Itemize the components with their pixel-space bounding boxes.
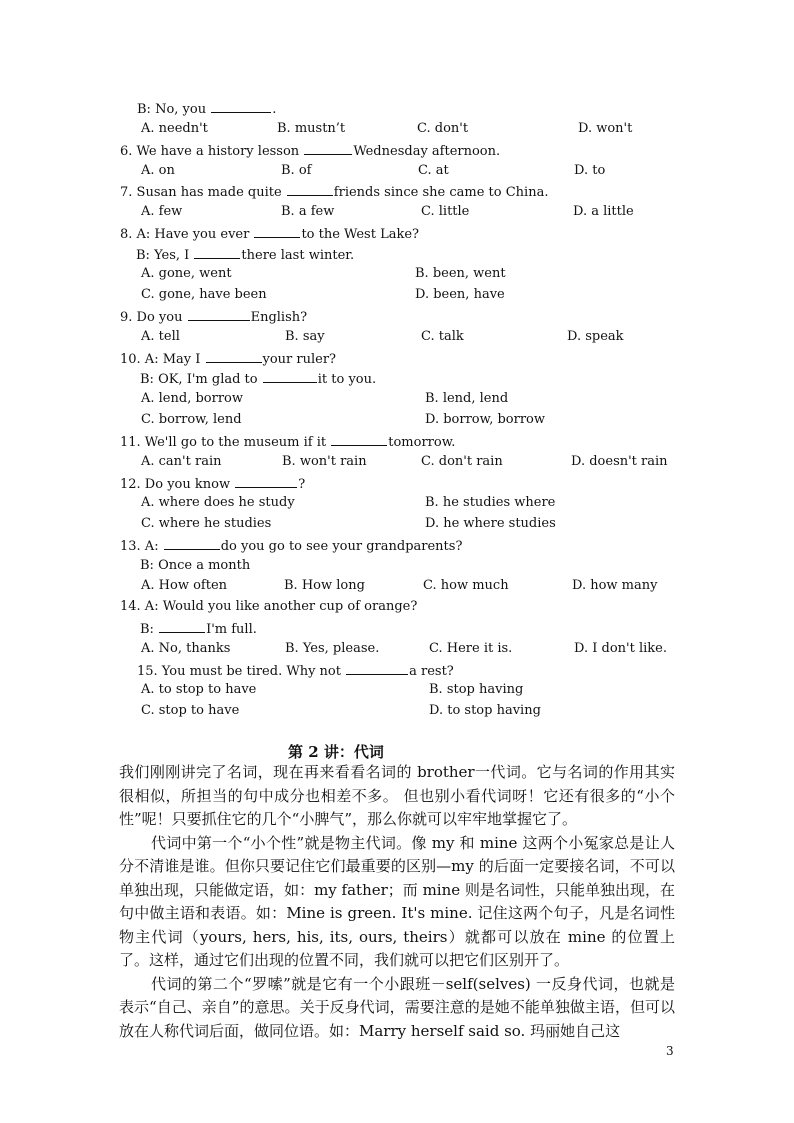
q5-b-line — [137, 100, 276, 118]
q8-option-d: D. been, have — [415, 287, 505, 302]
q14-option-b: B. Yes, please. — [285, 641, 380, 656]
q6-stem — [120, 142, 500, 160]
q8-b-text-end: there last winter. — [241, 248, 355, 263]
answer-blank[interactable] — [331, 433, 387, 446]
answer-blank[interactable] — [304, 142, 352, 155]
q10-option-c: C. borrow, lend — [141, 412, 242, 427]
q12-text: 12. Do you know — [120, 477, 235, 492]
q6-option-b: B. of — [281, 163, 312, 178]
q12-option-c: C. where he studies — [141, 516, 272, 531]
q15-text-end: a rest? — [409, 664, 454, 679]
answer-blank[interactable] — [164, 537, 220, 550]
q14-b-text: B: — [140, 622, 159, 637]
paragraph-1: 我们刚刚讲完了名词，现在再来看看名词的 brother一代词。它与名词的作用其实很相似，所担当的句中成分也相差不多。 但也别小看代词呀！它还有很多的“小个性”呢！只要抓住它的几个“小脾气”，那么你就可以牢牢地掌握它了。 — [119, 763, 675, 828]
q14-stem-a: 14. A: Would you like another cup of orange? — [120, 599, 418, 614]
q13-text-end: do you go to see your grandparents? — [220, 539, 463, 554]
q8-text-end: to the West Lake? — [301, 227, 420, 242]
q13-option-a: A. How often — [141, 578, 228, 593]
lesson-body — [119, 761, 675, 1043]
q11-text: 11. We'll go to the museum if it — [120, 435, 331, 450]
paragraph-2: 代词中第一个“小个性”就是物主代词。像 my 和 mine 这两个小冤家总是让人分不清谁是谁。但你只要记住它们最重要的区别—my 的后面一定要接名词，不可以单独出现，只能做定语，如：my father；而 mine 则是名词性，只能单独出现，在句中做主语和表语。如：Mine is green. It's mine. 记住这两个句子，凡是名词性物主代词（yours, hers, his, its, ours, theirs）就都可以放在 mine 的位置上了。这样，通过它们出现的位置不同，我们就可以把它们区别开了。 — [119, 833, 675, 969]
answer-blank[interactable] — [206, 350, 262, 363]
q9-option-d: D. speak — [567, 329, 624, 344]
q13-stem-a — [120, 537, 462, 555]
q5-option-c: C. don't — [417, 121, 469, 136]
q12-text-end: ? — [298, 477, 306, 492]
q11-text-end: tomorrow. — [388, 435, 456, 450]
page-number: 3 — [666, 1044, 674, 1058]
q5-option-d: D. won't — [578, 121, 633, 136]
q9-stem — [120, 308, 307, 326]
answer-blank[interactable] — [194, 246, 240, 259]
q15-option-b: B. stop having — [429, 682, 524, 697]
q7-stem — [120, 183, 548, 201]
answer-blank[interactable] — [346, 662, 408, 675]
q10-b-text: B: OK, I'm glad to — [140, 372, 262, 387]
q5-option-b: B. mustn’t — [277, 121, 346, 136]
q11-option-a: A. can't rain — [141, 454, 222, 469]
q7-option-a: A. few — [141, 204, 183, 219]
q8-option-c: C. gone, have been — [141, 287, 267, 302]
q7-text: 7. Susan has made quite — [120, 185, 286, 200]
q7-option-d: D. a little — [573, 204, 634, 219]
q8-b-text: B: Yes, I — [136, 248, 194, 263]
q9-text: 9. Do you — [120, 310, 187, 325]
q9-option-c: C. talk — [421, 329, 464, 344]
answer-blank[interactable] — [287, 183, 333, 196]
q5-option-a: A. needn't — [141, 121, 208, 136]
q6-option-a: A. on — [141, 163, 175, 178]
q11-option-c: C. don't rain — [421, 454, 503, 469]
q10-option-d: D. borrow, borrow — [425, 412, 546, 427]
lesson-title: 第 2 讲：代词 — [288, 743, 384, 761]
q8-option-b: B. been, went — [415, 266, 506, 281]
q8-stem-a — [120, 225, 419, 243]
q10-option-b: B. lend, lend — [425, 391, 509, 406]
q14-b-text-end: I'm full. — [206, 622, 257, 637]
answer-blank[interactable] — [263, 370, 317, 383]
answer-blank[interactable] — [254, 225, 300, 238]
q14-option-d: D. I don't like. — [574, 641, 667, 656]
q13-option-b: B. How long — [284, 578, 365, 593]
q11-option-d: D. doesn't rain — [571, 454, 668, 469]
paragraph-3: 代词的第二个“罗嗦”就是它有一个小跟班－self(selves) 一反身代词，也就是表示“自己、亲自”的意思。关于反身代词，需要注意的是她不能单独做主语，但可以放在人称代词后面，做同位语。如：Marry herself said so. 玛丽她自己这 — [119, 974, 675, 1040]
q13-stem-b: B: Once a month — [140, 558, 251, 573]
q9-option-b: B. say — [285, 329, 325, 344]
answer-blank[interactable] — [159, 620, 205, 633]
q15-text: 15. You must be tired. Why not — [137, 664, 346, 679]
q10-stem-b — [140, 370, 376, 388]
q15-option-d: D. to stop having — [429, 703, 541, 718]
q14-option-a: A. No, thanks — [141, 641, 231, 656]
q11-stem — [120, 433, 455, 451]
q6-option-c: C. at — [418, 163, 449, 178]
q6-option-d: D. to — [574, 163, 606, 178]
q15-option-a: A. to stop to have — [141, 682, 257, 697]
q12-stem — [120, 475, 305, 493]
answer-blank[interactable] — [211, 100, 271, 113]
q10-stem-a — [120, 350, 336, 368]
q7-text-end: friends since she came to China. — [333, 185, 549, 200]
q7-option-c: C. little — [421, 204, 470, 219]
q13-option-c: C. how much — [423, 578, 509, 593]
q9-text-end: English? — [250, 310, 308, 325]
q12-option-a: A. where does he study — [141, 495, 295, 510]
q13-option-d: D. how many — [572, 578, 658, 593]
q15-stem — [137, 662, 454, 680]
q8-text: 8. A: Have you ever — [120, 227, 254, 242]
q8-option-a: A. gone, went — [141, 266, 232, 281]
q6-text: 6. We have a history lesson — [120, 144, 304, 159]
q5-b-text: B: No, you — [137, 102, 211, 117]
q12-option-d: D. he where studies — [425, 516, 556, 531]
q11-option-b: B. won't rain — [282, 454, 367, 469]
q10-option-a: A. lend, borrow — [141, 391, 243, 406]
q15-option-c: C. stop to have — [141, 703, 240, 718]
q12-option-b: B. he studies where — [425, 495, 556, 510]
q8-stem-b — [136, 246, 354, 264]
q7-option-b: B. a few — [281, 204, 335, 219]
q10-text: 10. A: May I — [120, 352, 205, 367]
q5-b-end: . — [272, 102, 277, 117]
q10-b-text-end: it to you. — [317, 372, 377, 387]
q13-text: 13. A: — [120, 539, 163, 554]
q14-option-c: C. Here it is. — [429, 641, 513, 656]
answer-blank[interactable] — [188, 308, 250, 321]
q6-text-end: Wednesday afternoon. — [353, 144, 501, 159]
q10-text-end: your ruler? — [262, 352, 337, 367]
q9-option-a: A. tell — [141, 329, 180, 344]
answer-blank[interactable] — [235, 475, 297, 488]
q14-stem-b — [140, 620, 257, 638]
